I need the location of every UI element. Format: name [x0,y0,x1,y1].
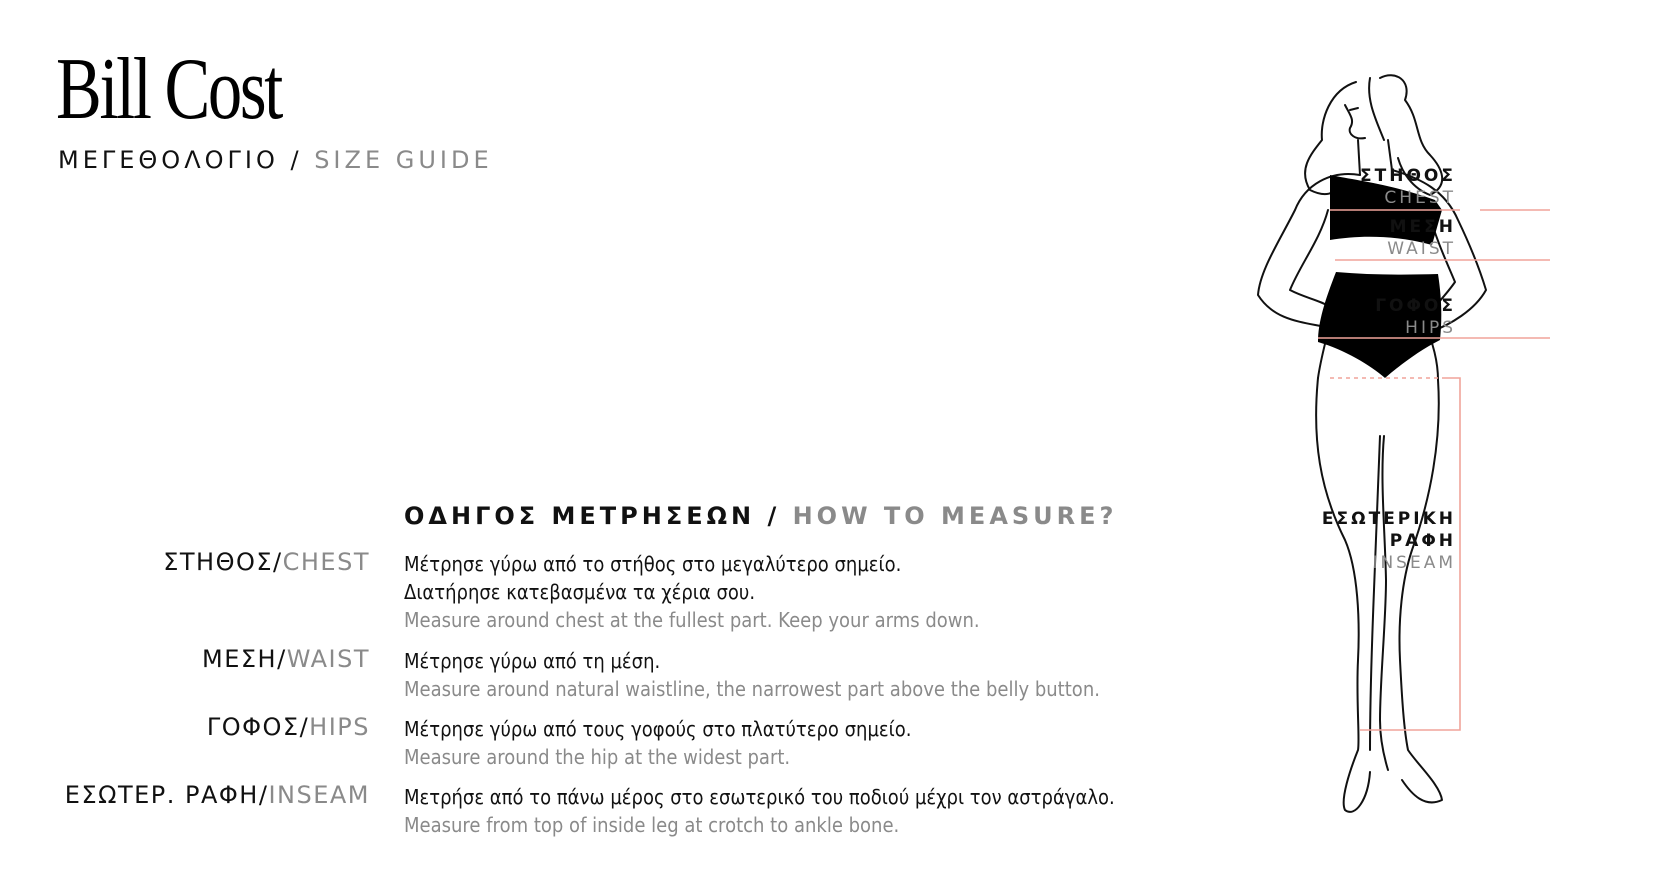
figure-label-chest: ΣΤΗΘΟΣ CHEST [1360,166,1456,208]
how-to-title-english: HOW TO MEASURE? [792,502,1118,530]
figure-label-hips: ΓΟΦΟΣ HIPS [1375,296,1456,338]
measure-text-chest [404,550,980,634]
subtitle-separator: / [278,146,315,174]
page-subtitle [58,146,493,174]
measure-label-waist: ΜΕΣΗ/WAIST [202,645,370,673]
measure-english-line: Measure around natural waistline, the narrowest part above the belly button. [404,677,1100,701]
measure-text-waist [404,647,1100,703]
measure-greek-line: Μέτρησε γύρω από τους γοφούς στο πλατύτερο σημείο. [404,717,912,741]
measure-english-line: Measure from top of inside leg at crotch to ankle bone. [404,813,900,837]
measure-greek-line: Μέτρησε γύρω από τη μέση. [404,649,661,673]
subtitle-greek: ΜΕΓΕΘΟΛΟΓΙΟ [58,146,279,174]
measure-greek-line: Μετρήσε από το πάνω μέρος στο εσωτερικό του ποδιού μέχρι τον αστράγαλο. [404,785,1115,809]
how-to-title-separator: / [755,502,793,530]
figure-label-inseam: ΕΣΩΤΕΡΙΚΗ ΡΑΦΗ INSEAM [1321,509,1456,573]
subtitle-english: SIZE GUIDE [314,146,493,174]
measure-label-chest: ΣΤΗΘΟΣ/CHEST [163,548,370,576]
measure-label-inseam: ΕΣΩΤΕΡ. ΡΑΦΗ/INSEAM [64,781,370,809]
measure-text-hips [404,715,911,771]
measure-greek-line: Διατήρησε κατεβασμένα τα χέρια σου. [404,580,756,604]
measure-english-line: Measure around the hip at the widest part. [404,745,791,769]
measure-label-hips: ΓΟΦΟΣ/HIPS [206,713,370,741]
how-to-measure-title [404,502,1117,530]
figure-label-waist: ΜΕΣΗ WAIST [1387,217,1456,259]
measure-text-inseam [404,783,1115,839]
measure-greek-line: Μέτρησε γύρω από το στήθος στο μεγαλύτερο σημείο. [404,552,902,576]
measure-english-line: Measure around chest at the fullest part. Keep your arms down. [404,608,980,632]
brand-logo: Bill Cost [56,41,281,138]
how-to-title-greek: ΟΔΗΓΟΣ ΜΕΤΡΗΣΕΩΝ [404,502,756,530]
